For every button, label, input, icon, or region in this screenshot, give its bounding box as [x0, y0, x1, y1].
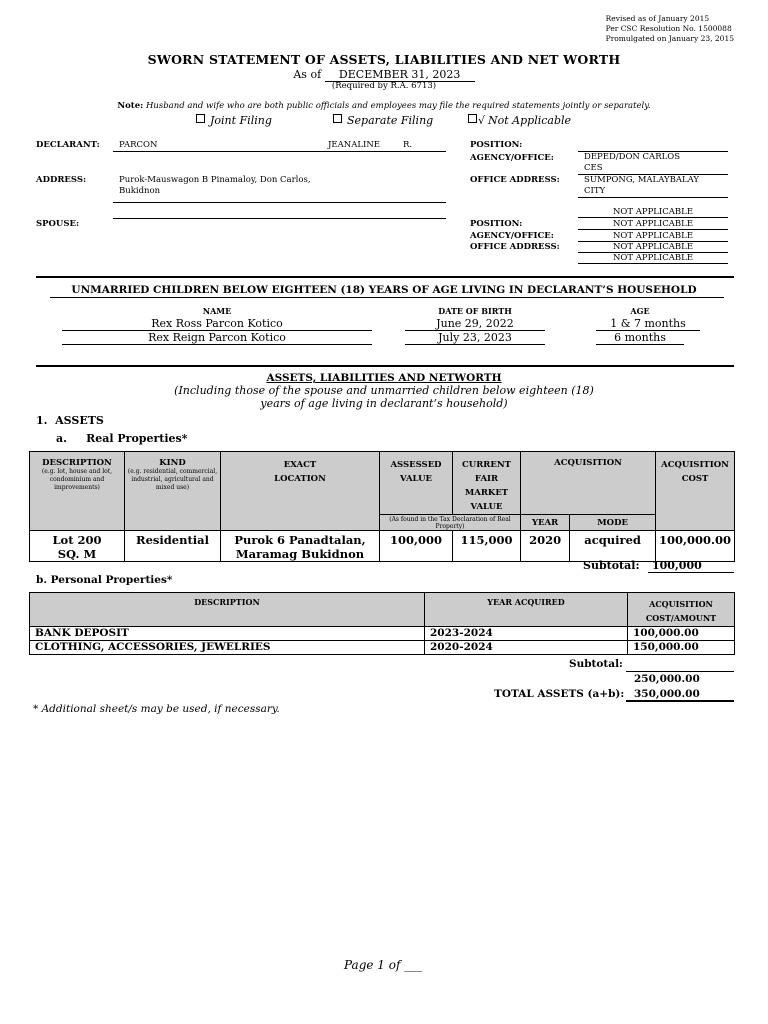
pp-row-description: CLOTHING, ACCESSORIES, JEWELRIES: [30, 641, 425, 655]
spouse-position-label: POSITION:: [470, 219, 523, 229]
agency-line-2: CES: [584, 163, 603, 173]
header-location-line-1: EXACT: [283, 460, 317, 470]
address-label: ADDRESS:: [36, 175, 87, 185]
agency-line-1: DEPED/DON CARLOS: [584, 152, 681, 162]
form-title: SWORN STATEMENT OF ASSETS, LIABILITIES AND NET WORTH: [147, 52, 621, 67]
header-kind: [125, 452, 221, 531]
header-location: [221, 452, 380, 531]
location-line-2: Maramag Bukidnon: [235, 547, 365, 561]
real-properties-label: a. Real Properties*: [56, 432, 188, 445]
cell-fmv: 115,000: [453, 531, 521, 562]
header-assessed: [380, 452, 453, 515]
cell-kind: Residential: [125, 531, 221, 562]
header-acq-cost-line-1: ACQUISITION: [661, 460, 729, 470]
header-fmv-line-4: VALUE: [470, 502, 503, 512]
cell-assessed: 100,000: [380, 531, 453, 562]
agency-label: AGENCY/OFFICE:: [470, 153, 554, 163]
filing-note: [0, 101, 768, 111]
header-acquisition-label: ACQUISITION: [554, 458, 622, 468]
aln-subtitle-1: (Including those of the spouse and unmarried children below eighteen (18): [174, 384, 594, 397]
required-by: (Required by R.A. 6713): [331, 81, 437, 91]
header-acq-cost-line-2: COST: [681, 474, 709, 484]
header-assessed-line-2: VALUE: [400, 474, 432, 484]
note-label: Note:: [117, 101, 144, 111]
header-fmv-line-3: MARKET: [464, 488, 509, 498]
children-title-underline: [50, 297, 724, 298]
real-subtotal-value: 100,000: [648, 559, 734, 573]
personal-subtotal-line: [626, 671, 734, 672]
pp-header-description: DESCRIPTION: [30, 593, 425, 627]
header-fmv-line-1: CURRENT: [462, 460, 511, 470]
total-assets-value: 350,000.00: [626, 688, 734, 702]
pp-header-year: YEAR ACQUIRED: [425, 593, 628, 627]
pp-row-description: BANK DEPOSIT: [30, 627, 425, 641]
cell-cost: 100,000.00: [656, 531, 735, 562]
spouse-value-5: NOT APPLICABLE: [578, 253, 728, 264]
total-assets-label: TOTAL ASSETS (a+b):: [494, 688, 625, 700]
children-dob-header: DATE OF BIRTH: [438, 306, 512, 316]
separate-filing-label: Separate Filing: [347, 114, 434, 127]
pp-header-cost-line-2: COST/AMOUNT: [645, 613, 717, 623]
real-properties-table: [29, 451, 735, 562]
check-mark-icon: √: [478, 114, 486, 127]
header-year: [521, 515, 570, 531]
real-subtotal-label: Subtotal:: [583, 559, 640, 572]
note-text: Husband and wife who are both public officials and employees may file the required statements jointly or separately.: [145, 101, 651, 111]
joint-filing-checkbox[interactable]: [196, 114, 205, 123]
header-tax-declaration-note: (As found in the Tax Declaration of Real Property): [389, 515, 511, 530]
assets-label: 1. ASSETS: [36, 414, 104, 427]
declarant-middle-initial: R.: [403, 140, 413, 150]
pp-row-cost: 100,000.00: [628, 627, 735, 641]
spouse-agency-label: AGENCY/OFFICE:: [470, 231, 554, 241]
description-line-1: Lot 200: [52, 533, 102, 547]
header-year-label: YEAR: [531, 517, 559, 528]
children-name-header: NAME: [202, 306, 232, 316]
cell-year: 2020: [521, 531, 570, 562]
header-description-hint: (e.g. lot, house and lot, condominium and improvements): [41, 468, 113, 491]
declarant-label: DECLARANT:: [36, 140, 100, 150]
child-dob: June 29, 2022: [405, 317, 545, 331]
not-applicable-label: Not Applicable: [488, 114, 572, 127]
not-applicable-option[interactable]: [468, 114, 571, 127]
not-applicable-checkbox[interactable]: [468, 114, 477, 123]
office-address-line: [578, 197, 728, 198]
declarant-surname: PARCON: [119, 140, 158, 150]
joint-filing-option[interactable]: [196, 114, 272, 127]
aln-subtitle-2: years of age living in declarant’s household): [260, 397, 508, 410]
header-kind-hint: (e.g. residential, commercial, industrial, agricultural and mixed use): [127, 468, 218, 491]
address-line: [113, 202, 446, 203]
office-address-line-2: CITY: [584, 186, 606, 196]
cell-mode: acquired: [570, 531, 656, 562]
pp-row-year: 2020-2024: [425, 641, 628, 655]
spouse-value-3: NOT APPLICABLE: [578, 231, 728, 242]
separate-filing-checkbox[interactable]: [333, 114, 342, 123]
office-address-value: [584, 175, 699, 197]
header-acquisition-cost: [656, 452, 735, 531]
pp-row-cost: 150,000.00: [628, 641, 735, 655]
location-line-1: Purok 6 Panadtalan,: [234, 533, 366, 547]
additional-sheet-note: * Additional sheet/s may be used, if necessary.: [33, 703, 280, 715]
cell-location: [221, 531, 380, 562]
child-name: Rex Reign Parcon Kotico: [62, 331, 372, 345]
pp-header-cost: [628, 593, 735, 627]
agency-value: [584, 152, 680, 174]
child-dob: July 23, 2023: [405, 331, 545, 345]
as-of-date: DECEMBER 31, 2023: [325, 68, 475, 82]
pp-row-year: 2023-2024: [425, 627, 628, 641]
as-of-line: [0, 68, 768, 82]
declarant-address: Purok-Mauswagon B Pinamaloy, Don Carlos, Bukidnon: [119, 175, 311, 196]
header-description: [30, 452, 125, 531]
resolution-line: Per CSC Resolution No. 1500088: [605, 24, 732, 33]
section-divider: [36, 365, 734, 367]
position-label: POSITION:: [470, 140, 523, 150]
header-mode: [570, 515, 656, 531]
declarant-first-name: JEANALINE: [328, 140, 380, 150]
spouse-value-1: NOT APPLICABLE: [578, 207, 728, 218]
pp-header-cost-line-1: ACQUISITION: [649, 599, 713, 609]
cell-description: [30, 531, 125, 562]
header-mode-label: MODE: [597, 517, 628, 528]
spouse-value-2: NOT APPLICABLE: [578, 219, 728, 230]
page-number: Page 1 of ___: [344, 958, 423, 972]
header-fmv-line-2: FAIR: [474, 474, 499, 484]
personal-subtotal-value: 250,000.00: [634, 673, 700, 685]
children-age-header: AGE: [630, 306, 650, 316]
as-of-label: As of: [293, 68, 322, 81]
header-acquisition: [521, 452, 656, 515]
personal-properties-table: [29, 592, 735, 655]
revision-line: Revised as of January 2015: [605, 14, 710, 23]
joint-filing-label: Joint Filing: [210, 114, 272, 127]
position-line: [578, 151, 728, 152]
header-tax-declaration: [380, 515, 521, 531]
section-divider: [36, 276, 734, 278]
office-address-label: OFFICE ADDRESS:: [470, 175, 560, 185]
aln-title: ASSETS, LIABILITIES AND NETWORTH: [266, 372, 502, 384]
description-line-2: SQ. M: [57, 547, 97, 561]
personal-subtotal-label: Subtotal:: [569, 658, 623, 670]
child-age: 1 & 7 months: [596, 317, 700, 331]
separate-filing-option[interactable]: [333, 114, 433, 127]
header-fmv: [453, 452, 521, 515]
header-location-line-2: LOCATION: [274, 474, 326, 484]
spouse-value-4: NOT APPLICABLE: [578, 242, 728, 253]
spouse-label: SPOUSE:: [36, 219, 80, 229]
revision-note: [606, 14, 734, 44]
child-name: Rex Ross Parcon Kotico: [62, 317, 372, 331]
header-description-label: DESCRIPTION: [42, 458, 112, 468]
office-address-line-1: SUMPONG, MALAYBALAY: [584, 175, 700, 185]
header-assessed-line-1: ASSESSED: [390, 460, 442, 470]
children-title: UNMARRIED CHILDREN BELOW EIGHTEEN (18) YEARS OF AGE LIVING IN DECLARANT’S HOUSEHOLD: [71, 284, 697, 296]
child-age: 6 months: [596, 331, 684, 345]
declarant-name-line: [113, 151, 446, 152]
header-kind-label: KIND: [159, 458, 186, 468]
personal-properties-label: b. Personal Properties*: [36, 574, 173, 586]
promulgation-line: Promulgated on January 23, 2015: [605, 34, 734, 43]
spouse-office-address-label: OFFICE ADDRESS:: [470, 242, 560, 252]
spouse-name-line: [113, 218, 446, 219]
